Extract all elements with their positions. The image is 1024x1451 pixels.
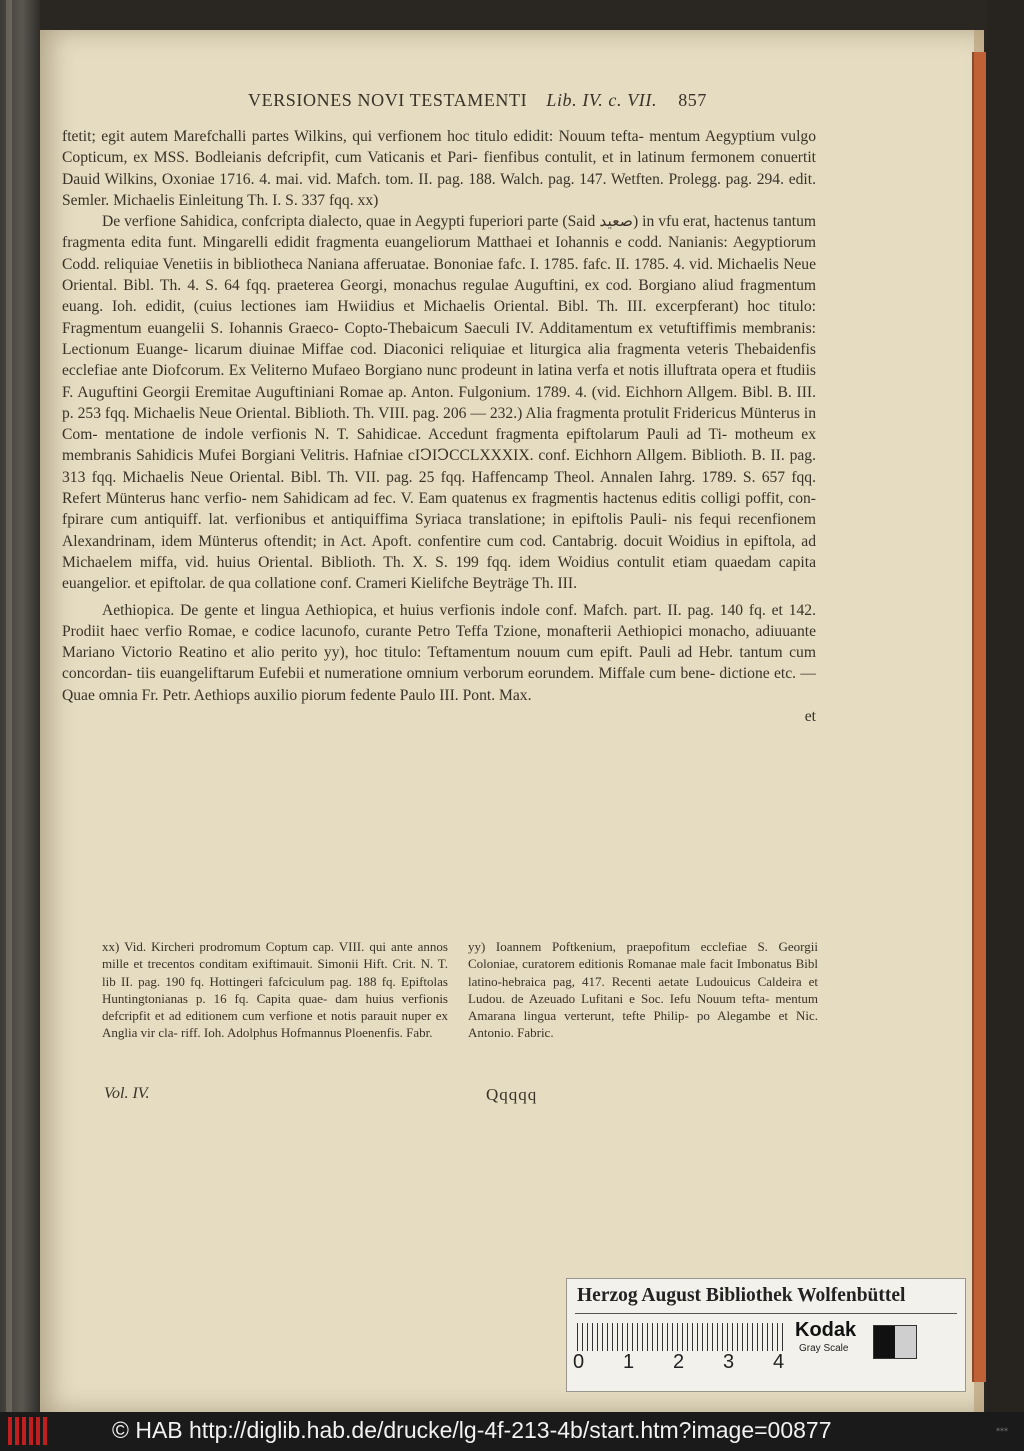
card-divider bbox=[575, 1313, 957, 1314]
ruler-number: 3 bbox=[723, 1351, 735, 1373]
main-text bbox=[62, 126, 816, 727]
ruler-number: 0 bbox=[573, 1351, 585, 1373]
paragraph: Aethiopica. De gente et lingua Aethiopica, et huius verfionis indole conf. Mafch. part. II. pag. 140 fq. et 142. Prodiit haec verfio Romae, e codice lacunofo, curante Petro Teffa Tzione, monafterii Aethiopici monacho, adiuuante Mariano Victorio Reatino et alio perito yy), hoc titulo: Teftamentum nouum cum epift. Pauli ad Hebr. tantum cum concordan- tiis euangeliftarum Eufebii et numeratione omnium verborum eorundem. Miffale cum bene- dictione etc. — Quae omnia Fr. Petr. Aethiops auxilio piorum fedente Paulo III. Pont. Max. bbox=[62, 601, 816, 704]
background-right bbox=[986, 0, 1024, 1412]
running-header bbox=[248, 90, 818, 111]
running-head: VERSIONES NOVI TESTAMENTI bbox=[248, 90, 528, 110]
library-name: Herzog August Bibliothek Wolfenbüttel bbox=[577, 1285, 906, 1306]
book-chapter-ref: Lib. IV. c. VII. bbox=[546, 90, 658, 110]
footnote-left: xx) Vid. Kircheri prodromum Coptum cap. VIII. qui ante annos mille et trecentos conditam exiftimauit. Simonii Hift. Crit. N. T. lib II. pag. 190 fq. Hottingeri fafciculum pag. 188 fq. Epiftolas Huntingtonianas p. 16 fq. Capita quae- dam huius verfionis defcripfit et ad editionem cum verfione et notis parauit nuper ex Anglia vir cla- riff. Ioh. Adolphus Hofmannus Ploenenfis. Fabr. bbox=[102, 939, 448, 1041]
library-color-card bbox=[566, 1278, 966, 1392]
paragraph: De verfione Sahidica, confcripta dialecto, quae in Aegypti fuperiori parte (Said صعيد) in vfu erat, hactenus tantum fragmenta edita funt. Mingarelli edidit fragmenta euangeliorum Matthaei et Iohannis e codd. Nanianis: Aegyptiorum Codd. reliquiae Venetiis in bibliotheca Naniana afferuatae. Bononiae fafc. I. 1785. fafc. II. 1785. 4. vid. Michaelis Neue Oriental. Bibl. Th. 4. S. 64 fqq. praeterea Georgi, monachus regulae Auguftini, ex cod. Borgiano aliud fragmentum euang. Ioh. edidit, (cuius lectiones iam Hwiidius et Michaelis Oriental. Bibl. Th. III. excerpferant) hoc titulo: Fragmentum euangelii S. Iohannis Graeco- Copto-Thebaicum Saeculi IV. Additamentum ex vetuftiffimis membranis: Lectionum Euange- licarum diuinae Miffae cod. Diaconici reliquiae et liturgica alia fragmenta veteris Thebaidenfis ecclefiae ante Diofcorum. Ex Veliterno Mufaeo Borgiano nunc prodeunt in latina verfa et notis illuftrata opera et ftudiis F. Auguftini Georgii Eremitae Auguftiniani Romae ap. Anton. Fulgonium. 1789. 4. (vid. Eichhorn Allgem. Bibl. B. III. p. 253 fqq. Michaelis Neue Oriental. Biblioth. Th. VIII. pag. 206 — 232.) Alia fragmenta protulit Fridericus Münterus in Com- mentatione de indole verfionis N. T. Sahidicae. Accedunt fragmenta epiftolarum Pauli ad Ti- motheum ex membranis Sahidicis Mufei Borgiani Velitris. Hafniae cIↃIↃCCLXXXIX. conf. Eichhorn Allgem. Biblioth. B. II. pag. 313 fqq. Michaelis Neue Oriental. Bibl. Th. VII. pag. 25 fqq. Haffencamp Theol. Annalen Iahrg. 1789. S. 657 fqq. Refert Münterus hanc verfio- nem Sahidicam ad fec. V. Eam quatenus ex fragmentis hactenus editis colligi poffit, con- fpirare cum antiquiff. lat. verfionibus et antiquiffima Syriaca translatione; in epiftolis Pauli- nis fequi recenfionem Alexandrinam, idem Münterus oftendit; in Act. Apoft. confentire cum cod. Cantabrig. docuit Woidius in epiftola, ad Michaelem miffa, vid. huius Oriental. Biblioth. Th. X. S. 199 fqq. idem Woidius contulit etiam quaedam capita euangelior. et epiftolar. de qua collatione conf. Crameri Kielifche Beyträge Th. III. bbox=[62, 213, 816, 593]
copyright-url: © HAB http://diglib.hab.de/drucke/lg-4f-213-4b/start.htm?image=00877 bbox=[112, 1417, 832, 1443]
hab-logo-icon bbox=[8, 1417, 48, 1445]
footnote-right: yy) Ioannem Poftkenium, praepofitum ecclefiae S. Georgii Coloniae, curatorem editionis Romanae male facit Imbonatus Bibl latino-hebraica pag, 417. Recenti aetate Ludouicus Caldeira et Ludou. de Azeuado Lufitani e Soc. Iefu Nouum tefta- mentum Amarana lingua verterunt, tefte Philip- po Alegambe et Nic. Antonio. Fabric. bbox=[468, 939, 818, 1041]
gray-scale-swatch bbox=[873, 1325, 917, 1359]
ruler-ticks bbox=[577, 1323, 787, 1351]
gray-scale-label: Gray Scale bbox=[799, 1343, 849, 1354]
paragraph: ftetit; egit autem Marefchalli partes Wilkins, qui verfionem hoc titulo edidit: Nouum tefta- mentum Aegyptium vulgo Copticum, ex MSS. Bodleianis defcripfit, cum Vaticanis et Pari- fienfibus contulit, et in latinum fermonem conuertit Dauid Wilkins, Oxoniae 1716. 4. mai. vid. Mafch. tom. II. pag. 188. Walch. pag. 147. Wetften. Prolegg. pag. 294. edit. Semler. Michaelis Einleitung Th. I. S. 337 fqq. xx) bbox=[62, 128, 816, 209]
ruler-number: 4 bbox=[773, 1351, 785, 1373]
corner-mark: ⁎⁎⁎ bbox=[996, 1424, 1008, 1433]
book-spine-edge bbox=[0, 0, 40, 1412]
signature-mark: Qqqqq bbox=[486, 1085, 538, 1104]
page-number: 857 bbox=[678, 90, 708, 110]
kodak-logo: Kodak bbox=[795, 1319, 857, 1341]
ruler-number: 2 bbox=[673, 1351, 685, 1373]
catchword: et bbox=[804, 708, 816, 726]
ruler-number: 1 bbox=[623, 1351, 635, 1373]
volume-mark: Vol. IV. bbox=[104, 1085, 150, 1102]
